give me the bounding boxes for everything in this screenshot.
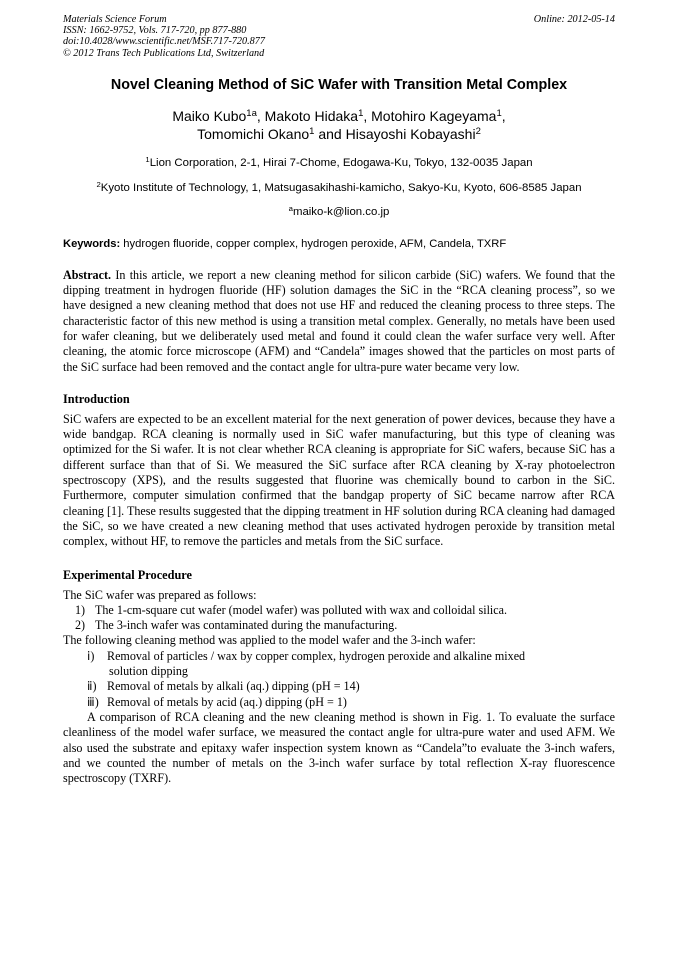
online-date: Online: 2012-05-14 <box>533 14 615 25</box>
abstract-text: In this article, we report a new cleaning method for silicon carbide (SiC) wafers. We found that the dipping treatment in hydrogen fluoride (HF) solution damages the SiC in the “RCA cleaning process”, so we have designed a new cleaning method that does not use HF and reduced the cleaning process to three steps. The characteristic factor of this new method is using a transition metal complex. Generally, no metals have been used for wafer cleaning, but we deliberately used metal and found it could clean the wafer surface very well. After cleaning, the atomic force microscope (AFM) and “Candela” images showed that the particles on most parts of the SiC surface had been removed and the contact angle for ultra-pure water became very low. <box>63 267 615 374</box>
email-line <box>63 205 615 219</box>
author-affil-sup: 1a <box>246 107 257 119</box>
preparation-intro: The SiC wafer was prepared as follows: <box>63 587 257 602</box>
author-name: Tomomichi Okano <box>197 125 310 142</box>
journal-name: Materials Science Forum <box>63 14 167 25</box>
step-item <box>63 695 615 710</box>
step-number: ⅲ) <box>87 694 99 709</box>
affiliation-sup: 2 <box>96 179 101 189</box>
keywords-text: hydrogen fluoride, copper complex, hydrogen peroxide, AFM, Candela, TXRF <box>120 237 507 250</box>
experimental-heading: Experimental Procedure <box>63 567 192 582</box>
step-text: Removal of particles / wax by copper complex, hydrogen peroxide and alkaline mixed <box>107 648 526 663</box>
affiliation-2 <box>55 181 623 195</box>
author-list <box>63 107 615 143</box>
affiliation-sup: 1 <box>145 154 150 164</box>
list-item <box>63 618 615 633</box>
affiliation-1 <box>63 156 615 170</box>
doi-line: doi:10.4028/www.scientific.net/MSF.717-720.877 <box>63 36 265 48</box>
author-line-2 <box>63 125 615 143</box>
abstract-label: Abstract. <box>63 267 112 282</box>
author-conjunction: and <box>314 125 346 142</box>
author-separator: , <box>363 107 372 124</box>
author-line-1 <box>63 107 615 125</box>
author-name: Maiko Kubo <box>172 107 247 124</box>
step-number: ⅱ) <box>87 679 97 694</box>
keywords <box>63 237 615 251</box>
paper-page <box>63 14 615 786</box>
list-number: 1) <box>75 602 86 617</box>
keywords-label: Keywords: <box>63 237 121 250</box>
step-number: ⅰ) <box>87 648 95 663</box>
author-affil-sup: 1 <box>358 107 364 119</box>
step-item <box>63 679 615 694</box>
paper-title: Novel Cleaning Method of SiC Wafer with Transition Metal Complex <box>110 76 568 93</box>
copyright-line: © 2012 Trans Tech Publications Ltd, Switzerland <box>63 47 265 59</box>
list-number: 2) <box>75 618 86 633</box>
affiliation-text: Lion Corporation, 2-1, Hirai 7-Chome, Edogawa-Ku, Tokyo, 132-0035 Japan <box>149 156 533 169</box>
email-address: maiko-k@lion.co.jp <box>292 205 390 218</box>
author-name: Hisayoshi Kobayashi <box>345 125 476 142</box>
step-continuation: solution dipping <box>109 664 188 679</box>
method-intro: The following cleaning method was applied to the model wafer and the 3-inch wafer: <box>63 633 476 648</box>
author-name: Makoto Hidaka <box>264 107 359 124</box>
author-affil-sup: 1 <box>496 107 502 119</box>
list-text: The 3-inch wafer was contaminated during the manufacturing. <box>95 618 398 633</box>
journal-header <box>63 14 615 59</box>
author-separator: , <box>256 107 265 124</box>
author-name: Motohiro Kageyama <box>371 107 497 124</box>
issn-line: ISSN: 1662-9752, Vols. 717-720, pp 877-880 <box>63 25 247 37</box>
abstract <box>63 268 615 375</box>
author-separator: , <box>501 107 506 124</box>
introduction-heading: Introduction <box>63 391 130 406</box>
step-text: Removal of metals by alkali (aq.) dipping (pH = 14) <box>107 679 360 694</box>
list-item <box>63 603 615 618</box>
author-affil-sup: 1 <box>309 125 315 137</box>
step-item <box>63 649 615 680</box>
step-text: Removal of metals by acid (aq.) dipping (pH = 1) <box>107 694 347 709</box>
list-text: The 1-cm-square cut wafer (model wafer) was polluted with wax and colloidal silica. <box>95 602 508 617</box>
author-affil-sup: 2 <box>475 125 481 137</box>
introduction-text: SiC wafers are expected to be an excellent material for the next generation of power devices, because they have a wide bandgap. RCA cleaning is normally used in SiC wafer manufacturing, but this type of cleaning was optimized for the Si wafer. It is not clear whether RCA cleaning is appropriate for SiC wafers, because SiC has a different surface than that of Si. We measured the SiC surface after RCA cleaning by X-ray photoelectron spectroscopy (XPS), and the results suggested that fluorine was chemically bound to carbon in the SiC. Furthermore, computer simulation confirmed that the bandgap property of SiC became narrow after RCA cleaning [1]. These results suggested that the dipping treatment in HF solution during RCA cleaning had damaged the SiC, so we have created a new cleaning method that uses activated hydrogen peroxide by transition metal complex, without HF, to remove the particles and metals from the SiC surface. <box>63 411 615 549</box>
email-sup: a <box>288 203 293 213</box>
experimental-body <box>63 588 615 787</box>
affiliation-text: Kyoto Institute of Technology, 1, Matsugasakihashi-kamicho, Sakyo-Ku, Kyoto, 606-8585 Japan <box>100 181 582 194</box>
procedure-paragraph: A comparison of RCA cleaning and the new cleaning method is shown in Fig. 1. To evaluate the surface cleanliness of the model wafer surface, we measured the contact angle for ultra-pure water and used AFM. We also used the substrate and epitaxy wafer inspection system known as “Candela”to evaluate the 3-inch wafers, and we counted the number of metals on the 3-inch wafer surface by total reflection X-ray fluorescence spectroscopy (TXRF). <box>63 709 615 786</box>
